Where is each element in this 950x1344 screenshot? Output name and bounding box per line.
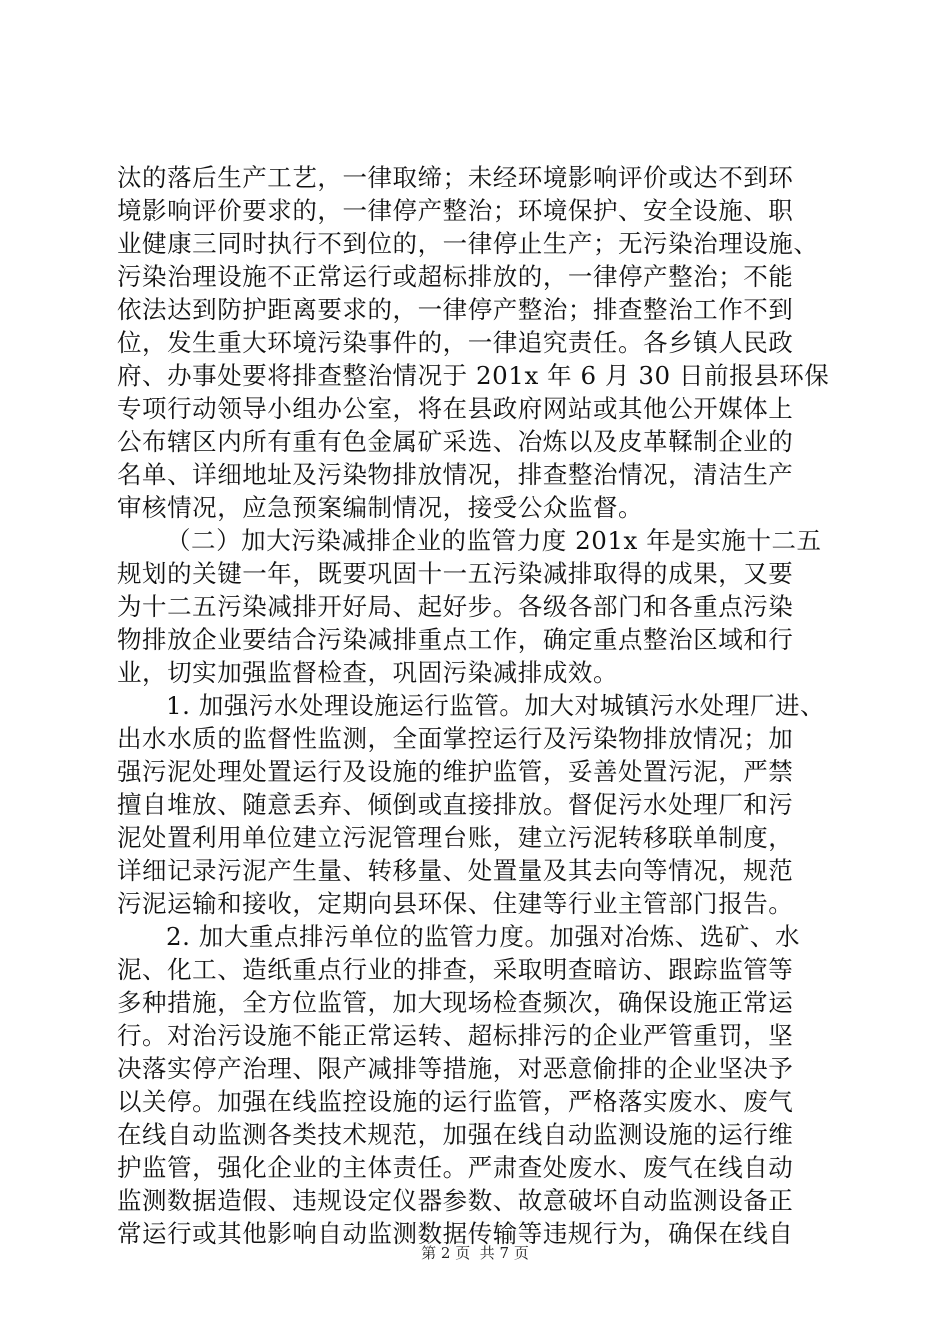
text-line: 泥、化工、造纸重点行业的排查，采取明查暗访、跟踪监管等 (117, 955, 794, 984)
text-line: 行。对治污设施不能正常运转、超标排污的企业严管重罚，坚 (117, 1021, 794, 1050)
text-line: 泥处置利用单位建立污泥管理台账，建立污泥转移联单制度， (117, 823, 794, 852)
text-line: 以关停。加强在线监控设施的运行监管，严格落实废水、废气 (117, 1087, 794, 1116)
text-line: 强污泥处理处置运行及设施的维护监管，妥善处置污泥，严禁 (117, 757, 794, 786)
page-number-label: 第 2 页 共 7 页 (421, 1244, 529, 1262)
text-line: 擅自堆放、随意丢弃、倾倒或直接排放。督促污水处理厂和污 (117, 790, 794, 819)
text-line: 物排放企业要结合污染减排重点工作，确定重点整治区域和行 (117, 625, 794, 654)
text-line: 府、办事处要将排查整治情况于 201x 年 6 月 30 日前报县环保 (117, 361, 830, 390)
text-line: 污染治理设施不正常运行或超标排放的，一律停产整治；不能 (117, 262, 794, 291)
numbered-item-line: 2. 加大重点排污单位的监管力度。加强对冶炼、选矿、水 (166, 922, 801, 951)
text-line: 位，发生重大环境污染事件的，一律追究责任。各乡镇人民政 (117, 328, 794, 357)
page-footer (0, 1243, 950, 1263)
text-line: 审核情况，应急预案编制情况，接受公众监督。 (117, 493, 644, 522)
text-line: 常运行或其他影响自动监测数据传输等违规行为，确保在线自 (117, 1219, 794, 1248)
text-line: 出水水质的监督性监测，全面掌控运行及污染物排放情况；加 (117, 724, 794, 753)
text-line: 规划的关键一年，既要巩固十一五污染减排取得的成果，又要 (117, 559, 794, 588)
text-line: 公布辖区内所有重有色金属矿采选、冶炼以及皮革鞣制企业的 (117, 427, 794, 456)
text-line: 为十二五污染减排开好局、起好步。各级各部门和各重点污染 (117, 592, 794, 621)
text-line: 决落实停产治理、限产减排等措施，对恶意偷排的企业坚决予 (117, 1054, 794, 1083)
numbered-item-line: 1. 加强污水处理设施运行监管。加大对城镇污水处理厂进、 (166, 691, 826, 720)
text-line: 污泥运输和接收，定期向县环保、住建等行业主管部门报告。 (117, 889, 794, 918)
text-line: 名单、详细地址及污染物排放情况，排查整治情况，清洁生产 (117, 460, 794, 489)
text-line: 业健康三同时执行不到位的，一律停止生产；无污染治理设施、 (117, 229, 819, 258)
document-body (117, 161, 837, 1261)
text-line: 境影响评价要求的，一律停产整治；环境保护、安全设施、职 (117, 196, 794, 225)
text-line: 详细记录污泥产生量、转移量、处置量及其去向等情况，规范 (117, 856, 794, 885)
text-line: 专项行动领导小组办公室，将在县政府网站或其他公开媒体上 (117, 394, 794, 423)
text-line: 监测数据造假、违规设定仪器参数、故意破坏自动监测设备正 (117, 1186, 794, 1215)
section-heading-line: （二）加大污染减排企业的监管力度 201x 年是实施十二五 (166, 526, 822, 555)
text-line: 业，切实加强监督检查，巩固污染减排成效。 (117, 658, 618, 687)
text-line: 在线自动监测各类技术规范，加强在线自动监测设施的运行维 (117, 1120, 794, 1149)
text-line: 护监管，强化企业的主体责任。严肃查处废水、废气在线自动 (117, 1153, 794, 1182)
text-line: 多种措施，全方位监管，加大现场检查频次，确保设施正常运 (117, 988, 794, 1017)
text-line: 汰的落后生产工艺，一律取缔；未经环境影响评价或达不到环 (117, 163, 794, 192)
text-line: 依法达到防护距离要求的，一律停产整治；排查整治工作不到 (117, 295, 794, 324)
